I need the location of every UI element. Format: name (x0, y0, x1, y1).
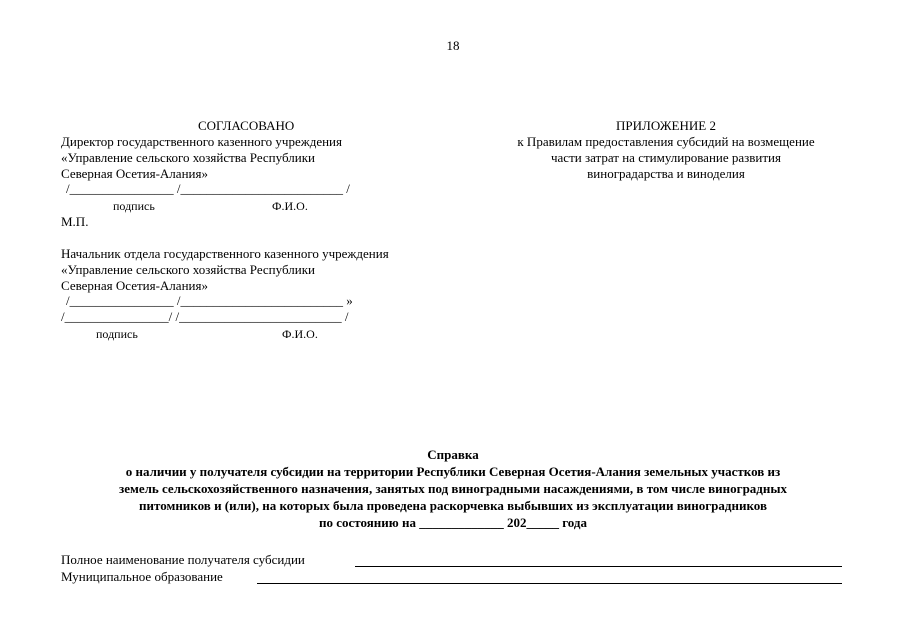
page-number: 18 (446, 38, 460, 53)
certificate-line-2: земель сельскохозяйственного назначения, занятых под виноградными насаждениями, в том числе виноградных (118, 481, 788, 496)
head-line-2: «Управление сельского хозяйства Республики (61, 262, 315, 277)
recipient-field[interactable] (355, 566, 842, 567)
director-signature-line: /________________ /_________________________ / (66, 181, 350, 196)
head-line-3: Северная Осетия-Алания» (61, 278, 208, 293)
municipality-label: Муниципальное образование (61, 569, 223, 584)
director-line-2: «Управление сельского хозяйства Республики (61, 150, 315, 165)
head-signature-line-2: /________________/ /_________________________ / (61, 309, 349, 324)
appendix-title: ПРИЛОЖЕНИЕ 2 (616, 118, 716, 133)
municipality-row (61, 569, 223, 585)
director-line-1: Директор государственного казенного учреждения (61, 134, 342, 149)
certificate-line-4: по состоянию на _____________ 202_____ года (319, 515, 587, 530)
fio-caption-2: Ф.И.О. (282, 327, 318, 341)
fio-caption: Ф.И.О. (272, 199, 308, 213)
stamp-place: М.П. (61, 214, 89, 229)
director-line-3: Северная Осетия-Алания» (61, 166, 208, 181)
recipient-label: Полное наименование получателя субсидии (61, 552, 305, 567)
appendix-line-2: части затрат на стимулирование развития (550, 150, 781, 165)
signature-caption: подпись (113, 199, 155, 213)
municipality-field[interactable] (257, 583, 842, 584)
certificate-line-3: питомников и (или), на которых была проведена раскорчевка выбывших из эксплуатации виноградников (139, 498, 767, 513)
approval-heading: СОГЛАСОВАНО (198, 118, 295, 133)
certificate-title: Справка (427, 447, 479, 462)
signature-caption-2: подпись (96, 327, 138, 341)
recipient-row (61, 552, 305, 568)
certificate-line-1: о наличии у получателя субсидии на территории Республики Северная Осетия-Алания земельных участков из (125, 464, 781, 479)
head-line-1: Начальник отдела государственного казенного учреждения (61, 246, 389, 261)
head-signature-line-1: /________________ /_________________________ » (66, 293, 353, 308)
appendix-line-1: к Правилам предоставления субсидий на возмещение (517, 134, 815, 149)
appendix-line-3: виноградарства и виноделия (587, 166, 745, 181)
